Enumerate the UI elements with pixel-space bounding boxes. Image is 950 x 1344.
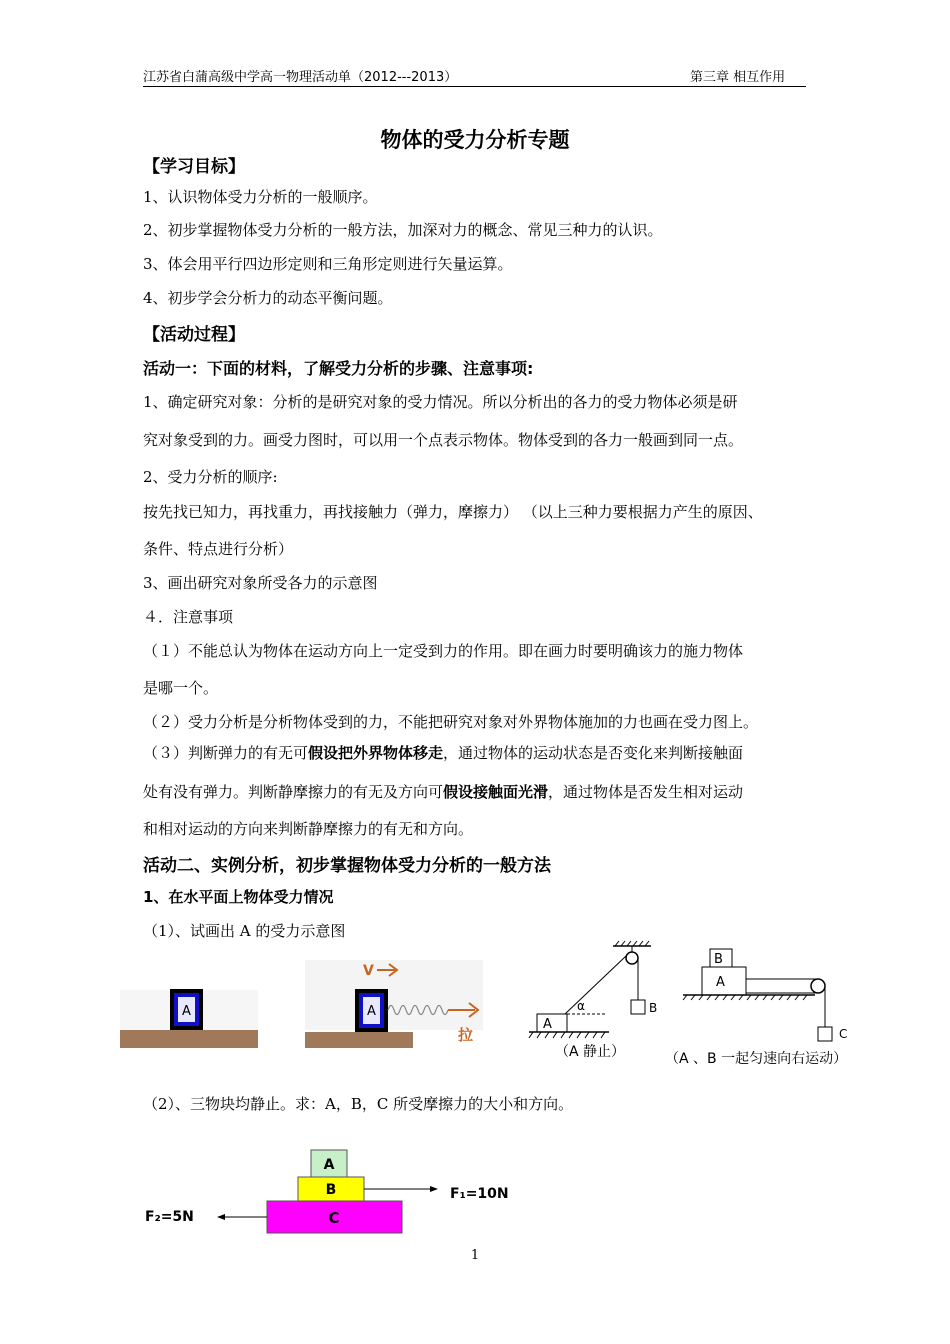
fig5-block-c-label: C (328, 1209, 340, 1227)
fig4-pulley (811, 979, 825, 993)
goal-4: 4、初步学会分析力的动态平衡问题。 (143, 289, 393, 307)
note2: （２）受力分析是分析物体受到的力，不能把研究对象对外界物体施加的力也画在受力图上。 (143, 713, 759, 731)
fig3-block-b (631, 1000, 645, 1014)
fig4-block-c (818, 1027, 832, 1041)
fig2-block-label: A (367, 1004, 376, 1019)
step1-line2: 究对象受到的力。画受力图时，可以用一个点表示物体。物体受到的各力一般画到同一点。 (143, 431, 744, 449)
fig5-f2-arrowhead (217, 1214, 225, 1220)
section-process: 【活动过程】 (143, 325, 245, 345)
step1-line1: 1、确定研究对象：分析的是研究对象的受力情况。所以分析出的各力的受力物体必须是研 (143, 393, 738, 411)
step2-line1: 按先找已知力，再找重力，再找接触力（弹力，摩擦力） （以上三种力要根据力产生的原因、 (143, 503, 763, 521)
note3-text-f: ，通过物体是否发生相对运动 (548, 783, 744, 801)
figure-string-pulley (525, 938, 665, 1063)
page-title: 物体的受力分析专题 (380, 128, 570, 152)
fig4-block-c-label: C (839, 1027, 848, 1041)
figure-stacked-pulley (665, 945, 870, 1070)
fig3-pulley (626, 952, 638, 964)
figure-three-blocks (140, 1145, 540, 1240)
header-left: 江苏省白蒲高级中学高一物理活动单（2012---2013） (143, 70, 458, 85)
fig3-caption: （A 静止） (555, 1044, 626, 1060)
fig5-f1-arrowhead (430, 1186, 438, 1192)
note3-line2 (143, 781, 743, 802)
note3-text-a: （３）判断弹力的有无可 (143, 744, 309, 762)
figure-block-pulled-spring (305, 955, 483, 1050)
activity2-q1: （1）、试画出 A 的受力示意图 (143, 922, 346, 940)
fig3-angle-label: α (577, 999, 585, 1013)
fig1-ground (120, 1030, 258, 1048)
note3-emphasis-1: 假设把外界物体移走 (308, 744, 444, 762)
fig2-velocity-label: V (363, 963, 374, 979)
fig3-string-slanted (565, 956, 626, 1014)
goal-2: 2、初步掌握物体受力分析的一般方法，加深对力的概念、常见三种力的认识。 (143, 221, 663, 239)
activity2-heading: 活动二、实例分析，初步掌握物体受力分析的一般方法 (143, 856, 551, 876)
step2-title: 2、受力分析的顺序: (143, 468, 278, 486)
fig3-block-b-label: B (649, 1001, 658, 1015)
activity2-q2: （2）、三物块均静止。求：A，B，C 所受摩擦力的大小和方向。 (143, 1095, 574, 1113)
goal-3: 3、体会用平行四边形定则和三角形定则进行矢量运算。 (143, 255, 513, 273)
note3-line1 (143, 742, 743, 763)
fig2-pull-label: 拉 (458, 1026, 474, 1044)
activity1-heading: 活动一：下面的材料，了解受力分析的步骤、注意事项: (143, 359, 534, 378)
header-right: 第三章 相互作用 (690, 70, 786, 85)
note3-emphasis-2: 假设接触面光滑 (443, 783, 549, 801)
fig5-block-b-label: B (325, 1182, 337, 1198)
page-number: 1 (470, 1248, 480, 1263)
section-goals: 【学习目标】 (143, 157, 245, 177)
goal-1: 1、认识物体受力分析的一般顺序。 (143, 188, 378, 206)
fig3-floor-hatch (529, 1032, 605, 1038)
fig3-block-a-label: A (543, 1017, 552, 1032)
fig4-block-b-label: B (714, 952, 723, 967)
fig5-block-a-label: A (323, 1157, 335, 1173)
note3-line3: 和相对运动的方向来判断静摩擦力的有无和方向。 (143, 820, 474, 838)
header-rule (143, 86, 806, 87)
fig4-block-a-label: A (716, 975, 725, 990)
fig3-block-a (537, 1014, 567, 1032)
note3-text-d: 处有没有弹力。判断静摩擦力的有无及方向可 (143, 783, 444, 801)
activity2-sub1: 1、在水平面上物体受力情况 (143, 888, 334, 906)
step3: 3、画出研究对象所受各力的示意图 (143, 574, 378, 592)
fig1-block-label: A (182, 1004, 191, 1019)
fig5-f2-label: F₂=5N (145, 1209, 194, 1225)
fig5-f1-label: F₁=10N (450, 1186, 509, 1202)
fig4-caption: （A 、B 一起匀速向右运动） (665, 1051, 848, 1067)
note1-line2: 是哪一个。 (143, 679, 219, 697)
note3-text-c: ，通过物体的运动状态是否变化来判断接触面 (443, 744, 744, 762)
step2-line2: 条件、特点进行分析） (143, 540, 294, 558)
figure-block-on-ground (120, 985, 258, 1050)
fig2-ground (305, 1032, 413, 1048)
step4-title: ４．注意事项 (143, 608, 234, 626)
note1-line1: （１）不能总认为物体在运动方向上一定受到力的作用。即在画力时要明确该力的施力物体 (143, 642, 744, 660)
